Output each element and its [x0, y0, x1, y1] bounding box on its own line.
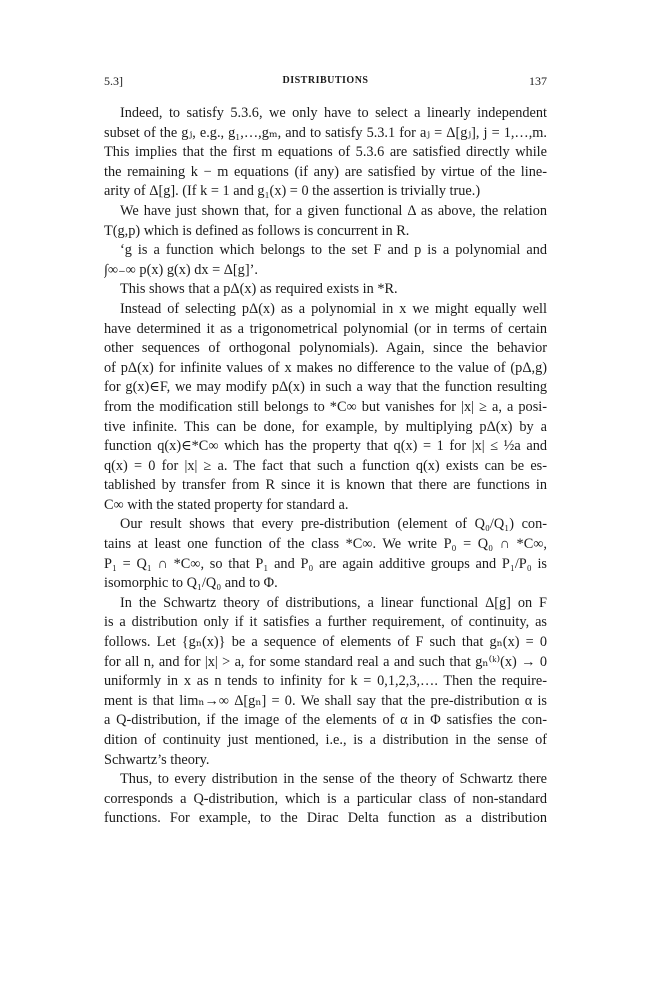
text-line: Indeed, to satisfy 5.3.6, we only have to select a linearly independent: [120, 105, 547, 121]
text-line: uniformly in x as n tends to infinity for k = 0,1,2,3,…. Then the require-: [104, 673, 547, 690]
page-number: 137: [529, 74, 547, 88]
text-line: Schwartz’s theory.: [104, 751, 210, 768]
text-line: from the modification still belongs to *C∞ but vanishes for |x| ≥ a, a posi-: [104, 398, 547, 415]
text-line: q(x) = 0 for |x| ≥ a. The fact that such a function q(x) exists can be es-: [104, 457, 547, 474]
text-line: C∞ with the stated property for standard a.: [104, 496, 349, 513]
text-line: ‘g is a function which belongs to the set F and p is a polynomial and: [120, 242, 547, 259]
text-line: the remaining k − m equations (if any) are satisfied by virtue of the line-: [104, 163, 547, 180]
text-line: We have just shown that, for a given functional Δ as above, the relation: [120, 202, 547, 219]
text-line: In the Schwartz theory of distributions, a linear functional Δ[g] on F: [120, 594, 547, 611]
text-line: tive infinite. This can be done, for example, by multiplying pΔ(x) by a: [104, 418, 547, 435]
text-line: for all n, and for |x| > a, for some standard real a and such that gₙ⁽ᵏ⁾(x) → 0: [104, 653, 547, 670]
text-line: tains at least one function of the class *C∞. We write P₀ = Q₀ ∩ *C∞,: [104, 536, 547, 553]
text-line: follows. Let {gₙ(x)} be a sequence of elements of F such that gₙ(x) = 0: [104, 634, 547, 651]
text-line: functions. For example, to the Dirac Delta function as a distribution: [104, 810, 547, 827]
text-line: of pΔ(x) for infinite values of x makes no difference to the value of (pΔ,g): [104, 359, 547, 376]
text-line: ment is that limₙ→∞ Δ[gₙ] = 0. We shall say that the pre-distribution α is: [104, 692, 547, 709]
section-number: 5.3]: [104, 74, 123, 88]
text-line: T(g,p) which is defined as follows is concurrent in R.: [104, 222, 410, 239]
text-line: dition of continuity just mentioned, i.e., is a distribution in the sense of: [104, 732, 547, 748]
text-line: corresponds a Q-distribution, which is a particular class of non-standard: [104, 790, 547, 807]
text-line: This implies that the first m equations of 5.3.6 are satisfied directly while: [104, 144, 547, 161]
text-line: subset of the gⱼ, e.g., g₁,…,gₘ, and to satisfy 5.3.1 for aⱼ = Δ[gⱼ], j = 1,…,m.: [104, 124, 547, 141]
body-text: [104, 104, 547, 829]
text-line: arity of Δ[g]. (If k = 1 and g₁(x) = 0 the assertion is trivially true.): [104, 183, 481, 200]
text-line: ∫∞₋∞ p(x) g(x) dx = Δ[g]’.: [104, 261, 258, 278]
text-line: is a distribution only if it satisfies a further requirement, of continuity, as: [104, 614, 547, 631]
text-line: Instead of selecting pΔ(x) as a polynomial in x we might equally well: [120, 300, 547, 317]
text-line: a Q-distribution, if the image of the elements of α in Φ satisfies the con-: [104, 712, 547, 729]
text-line: tablished by transfer from R since it is known that there are functions in: [104, 477, 547, 494]
text-line: Our result shows that every pre-distribution (element of Q₀/Q₁) con-: [120, 516, 547, 533]
text-line: for g(x)∈F, we may modify pΔ(x) in such a way that the function resulting: [104, 379, 547, 396]
text-line: function q(x)∈*C∞ which has the property that q(x) = 1 for |x| ≤ ½a and: [104, 438, 547, 455]
text-line: isomorphic to Q₁/Q₀ and to Φ.: [104, 575, 278, 592]
running-head: [104, 74, 547, 92]
text-line: other sequences of orthogonal polynomials). Again, since the behavior: [104, 340, 547, 357]
text-line: This shows that a pΔ(x) as required exists in *R.: [120, 281, 398, 298]
text-line: P₁ = Q₁ ∩ *C∞, so that P₁ and P₀ are again additive groups and P₁/P₀ is: [104, 555, 547, 572]
chapter-title: DISTRIBUTIONS: [282, 75, 369, 86]
text-line: have determined it as a trigonometrical polynomial (or in terms of certain: [104, 320, 547, 337]
text-line: Thus, to every distribution in the sense of the theory of Schwartz there: [120, 771, 547, 788]
